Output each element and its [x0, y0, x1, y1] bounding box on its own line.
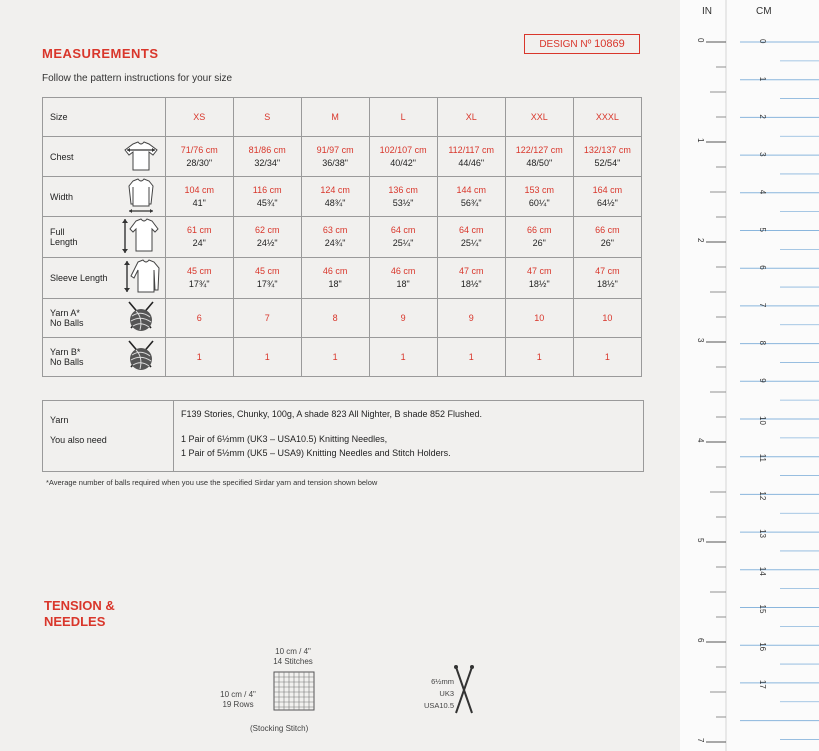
cm-number: 17	[758, 679, 767, 689]
swatch-grid-icon	[272, 670, 316, 712]
measure-cell	[505, 137, 573, 177]
row-label: Yarn A* No Balls	[43, 299, 117, 338]
inch-value: 52/54"	[594, 157, 621, 168]
need-value-1: 1 Pair of 6½mm (UK3 – USA10.5) Knitting Needles,	[181, 434, 388, 444]
inch-value: 36/38"	[322, 157, 348, 168]
design-prefix: DESIGN Nº	[539, 39, 592, 50]
measure-cell	[437, 217, 505, 258]
cm-value: 81/86 cm	[248, 144, 286, 155]
measure-cell	[437, 137, 505, 177]
also-need-label: You also need	[50, 435, 107, 445]
size-label: Size	[43, 98, 166, 137]
cm-value: 102/107 cm	[379, 144, 427, 155]
measure-cell	[369, 258, 437, 299]
tension-title-line2: NEEDLES	[44, 614, 106, 629]
row-label: Full Length	[43, 217, 117, 258]
ball-count-cell: 1	[301, 338, 369, 377]
inch-number: 3	[696, 338, 705, 343]
inch-value: 28/30"	[186, 157, 213, 168]
ball-count-cell: 6	[165, 299, 233, 338]
measure-cell	[573, 258, 641, 299]
yarn-value: F139 Stories, Chunky, 100g, A shade 823 All Nighter, B shade 852 Flushed.	[181, 409, 483, 419]
measure-cell	[301, 177, 369, 217]
inch-value: 48¾"	[324, 197, 346, 208]
cm-number: 16	[758, 642, 767, 652]
cm-number: 1	[758, 76, 767, 82]
ball-count-cell: 1	[165, 338, 233, 377]
cm-value: 71/76 cm	[180, 144, 218, 155]
cm-value: 104 cm	[184, 184, 215, 195]
measure-cell	[437, 177, 505, 217]
yarn-info-box	[42, 400, 644, 472]
cm-value: 164 cm	[592, 184, 623, 195]
cm-value: 46 cm	[390, 266, 416, 276]
ball-count-cell: 1	[437, 338, 505, 377]
inch-value: 17¾"	[188, 279, 210, 289]
ball-count-cell: 9	[369, 299, 437, 338]
stitch-caption: (Stocking Stitch)	[250, 724, 309, 733]
cm-value: 122/127 cm	[515, 144, 563, 155]
inch-label: IN	[702, 6, 712, 17]
size-s: S	[233, 98, 301, 137]
cm-number: 3	[758, 152, 767, 157]
cm-number: 5	[758, 227, 767, 232]
measure-cell	[505, 258, 573, 299]
inch-value: 56¾"	[460, 197, 482, 208]
measure-cell	[505, 177, 573, 217]
cm-value: 66 cm	[595, 225, 620, 235]
width-icon	[117, 177, 165, 217]
inch-value: 44/46"	[458, 157, 485, 168]
inch-value: 48/50"	[526, 157, 553, 168]
inch-value: 25¼"	[460, 238, 482, 248]
inch-number: 4	[696, 438, 705, 443]
needle-uk: UK3	[439, 689, 454, 698]
cm-number: 11	[758, 453, 767, 463]
yarn-balls-row	[43, 299, 642, 338]
measurements-table	[42, 97, 642, 377]
measure-row-sleeve-length	[43, 258, 642, 299]
inch-value: 53½"	[392, 197, 414, 208]
inch-number: 1	[696, 138, 705, 143]
cm-number: 6	[758, 265, 767, 270]
cm-value: 63 cm	[322, 225, 348, 235]
cm-value: 47 cm	[595, 266, 620, 276]
size-xxxl: XXXL	[573, 98, 641, 137]
measure-row-width	[43, 177, 642, 217]
cm-value: 136 cm	[388, 184, 418, 195]
cm-value: 144 cm	[456, 184, 486, 195]
need-value-2: 1 Pair of 5½mm (UK5 – USA9) Knitting Needles and Stitch Holders.	[181, 448, 451, 458]
design-number: 10869	[594, 38, 625, 50]
ball-count-cell: 1	[233, 338, 301, 377]
design-number-box	[524, 34, 640, 54]
cm-label: CM	[756, 6, 772, 17]
balls-footnote: *Average number of balls required when you use the specified Sirdar yarn and tension shown below	[46, 478, 378, 487]
measure-cell	[233, 137, 301, 177]
row-label: Chest	[43, 137, 117, 177]
measure-cell	[301, 137, 369, 177]
inch-value: 24½"	[256, 238, 278, 248]
inch-value: 26"	[600, 238, 615, 248]
inch-value: 40/42"	[390, 157, 416, 168]
inch-value: 64½"	[597, 197, 618, 208]
inch-number: 7	[696, 738, 705, 743]
swatch-width-label	[262, 647, 324, 667]
cm-value: 112/117 cm	[448, 144, 495, 155]
swatch-height-label	[210, 690, 266, 710]
chest-icon	[117, 137, 165, 177]
inch-value: 17¾"	[256, 279, 278, 289]
measure-row-full	[43, 217, 642, 258]
needle-size: 6½mm	[431, 677, 454, 686]
measure-cell	[165, 177, 233, 217]
cm-number: 4	[758, 189, 767, 195]
yarn-balls-row	[43, 338, 642, 377]
cm-number: 13	[758, 529, 767, 539]
cm-value: 124 cm	[320, 184, 350, 195]
inch-number: 6	[696, 638, 705, 643]
size-xs: XS	[165, 98, 233, 137]
size-xxl: XXL	[505, 98, 573, 137]
inch-value: 60¼"	[528, 197, 550, 208]
measure-cell	[233, 177, 301, 217]
inch-value: 18½"	[597, 279, 618, 289]
cm-number: 14	[758, 566, 767, 576]
measure-cell	[573, 177, 641, 217]
cm-value: 45 cm	[254, 266, 280, 276]
inch-value: 18½"	[528, 279, 550, 289]
yarn-label: Yarn	[50, 415, 69, 425]
cm-number: 8	[758, 340, 767, 346]
inch-value: 41"	[192, 197, 206, 208]
size-l: L	[369, 98, 437, 137]
measure-cell	[573, 217, 641, 258]
needle-usa: USA10.5	[423, 701, 454, 710]
measure-cell	[505, 217, 573, 258]
inch-number: 5	[696, 538, 705, 543]
ball-count-cell: 8	[301, 299, 369, 338]
cm-value: 45 cm	[187, 266, 212, 276]
ball-count-cell: 1	[505, 338, 573, 377]
measure-cell	[233, 217, 301, 258]
inch-value: 18½"	[460, 279, 482, 289]
size-m: M	[301, 98, 369, 137]
cm-value: 46 cm	[322, 266, 348, 276]
ball-count-cell: 7	[233, 299, 301, 338]
cm-value: 66 cm	[527, 225, 552, 235]
crossed-needles-icon	[453, 665, 475, 715]
cm-value: 64 cm	[390, 225, 416, 235]
inch-value: 25¼"	[392, 238, 414, 248]
cm-number: 0	[758, 39, 767, 44]
measure-cell	[369, 177, 437, 217]
measure-cell	[437, 258, 505, 299]
measure-cell	[165, 217, 233, 258]
size-row	[43, 98, 642, 137]
inch-value: 18"	[396, 279, 410, 289]
cm-value: 116 cm	[252, 184, 282, 195]
inch-value: 26"	[532, 238, 546, 248]
tension-title	[44, 598, 115, 630]
measure-cell	[369, 137, 437, 177]
inch-number: 2	[696, 238, 705, 243]
measure-cell	[369, 217, 437, 258]
row-label: Width	[43, 177, 117, 217]
tension-title-line1: TENSION &	[44, 598, 115, 613]
inch-value: 32/34"	[254, 157, 281, 168]
inch-value: 18"	[328, 279, 342, 289]
swatch-width: 10 cm / 4"	[275, 647, 311, 656]
swatch-height: 10 cm / 4"	[220, 690, 256, 699]
yarn-ball-icon	[117, 299, 165, 338]
measure-cell	[233, 258, 301, 299]
cm-value: 153 cm	[524, 184, 555, 195]
measure-cell	[165, 258, 233, 299]
measure-cell	[165, 137, 233, 177]
row-label: Yarn B* No Balls	[43, 338, 117, 377]
measure-cell	[573, 137, 641, 177]
cm-number: 10	[758, 416, 767, 425]
length-icon	[117, 217, 165, 258]
ball-count-cell: 1	[573, 338, 641, 377]
cm-number: 2	[758, 114, 767, 119]
cm-value: 47 cm	[527, 266, 552, 276]
cm-number: 12	[758, 491, 767, 501]
needle-label	[410, 676, 454, 712]
cm-value: 132/137 cm	[583, 144, 631, 155]
swatch-rows: 19 Rows	[222, 700, 254, 709]
measure-cell	[301, 217, 369, 258]
measuring-ruler	[680, 0, 819, 751]
ball-count-cell: 10	[505, 299, 573, 338]
cm-value: 47 cm	[458, 266, 484, 276]
ball-count-cell: 9	[437, 299, 505, 338]
info-divider	[173, 401, 174, 471]
measure-cell	[301, 258, 369, 299]
cm-value: 64 cm	[458, 225, 484, 235]
cm-value: 91/97 cm	[316, 144, 354, 155]
sleeve-icon	[117, 258, 165, 299]
cm-value: 61 cm	[187, 225, 212, 235]
inch-value: 24¾"	[324, 238, 346, 248]
inch-value: 24"	[192, 238, 206, 248]
size-xl: XL	[437, 98, 505, 137]
swatch-stitches: 14 Stitches	[273, 657, 313, 666]
size-instruction: Follow the pattern instructions for your size	[42, 73, 233, 84]
measurements-title: MEASUREMENTS	[42, 46, 159, 61]
cm-number: 9	[758, 378, 767, 383]
yarn-ball-icon	[117, 338, 165, 377]
inch-number: 0	[696, 38, 705, 43]
row-label: Sleeve Length	[43, 258, 117, 299]
cm-number: 15	[758, 604, 767, 614]
cm-value: 62 cm	[254, 225, 280, 235]
inch-value: 45¾"	[256, 197, 278, 208]
cm-number: 7	[758, 302, 767, 308]
ball-count-cell: 10	[573, 299, 641, 338]
ball-count-cell: 1	[369, 338, 437, 377]
measure-row-chest	[43, 137, 642, 177]
